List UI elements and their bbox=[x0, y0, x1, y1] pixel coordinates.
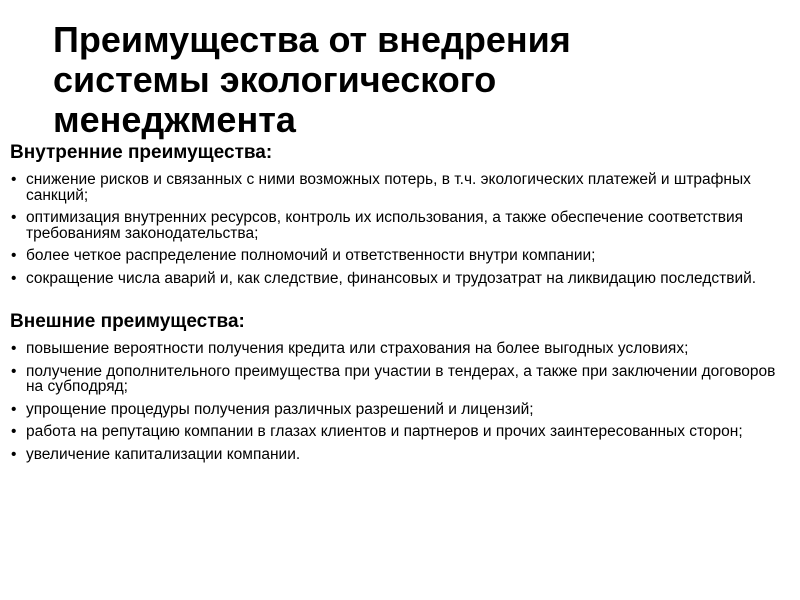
list-item-text: сокращение числа аварий и, как следствие, финансовых и трудозатрат на ликвидацию последствий. bbox=[26, 269, 757, 287]
bullet-icon: • bbox=[11, 171, 17, 188]
list-item-text: снижение рисков и связанных с ними возможных потерь, в т.ч. экологических платежей и штрафных санкций; bbox=[26, 171, 751, 204]
slide-title: Преимущества от внедрения системы экологического менеджмента bbox=[53, 19, 571, 140]
slide-content bbox=[10, 142, 790, 469]
list-item bbox=[10, 364, 790, 395]
bullet-icon: • bbox=[11, 423, 17, 440]
list-item-text: получение дополнительного преимущества при участии в тендерах, а также при заключении договоров на субподряд; bbox=[26, 362, 776, 395]
list-item-text: более четкое распределение полномочий и ответственности внутри компании; bbox=[26, 247, 596, 264]
bullet-icon: • bbox=[11, 269, 17, 287]
list-item bbox=[10, 341, 790, 357]
list-item-text: повышение вероятности получения кредита или страхования на более выгодных условиях; bbox=[26, 340, 689, 357]
external-benefits-list bbox=[10, 341, 790, 462]
internal-benefits-heading: Внутренние преимущества: bbox=[10, 142, 273, 163]
list-item-text: оптимизация внутренних ресурсов, контроль их использования, а также обеспечение соответствия требованиям законодательства; bbox=[26, 209, 744, 242]
list-item bbox=[10, 424, 790, 440]
list-item bbox=[10, 172, 790, 203]
bullet-icon: • bbox=[11, 247, 17, 264]
list-item bbox=[10, 447, 790, 463]
bullet-icon: • bbox=[11, 362, 17, 380]
list-item bbox=[10, 271, 790, 287]
list-item bbox=[10, 248, 790, 264]
bullet-icon: • bbox=[11, 400, 17, 418]
bullet-icon: • bbox=[11, 209, 17, 226]
list-item-text: работа на репутацию компании в глазах клиентов и партнеров и прочих заинтересованных сторон; bbox=[26, 423, 743, 440]
external-benefits-heading: Внешние преимущества: bbox=[10, 311, 245, 332]
internal-benefits-list bbox=[10, 172, 790, 286]
list-item bbox=[10, 402, 790, 418]
bullet-icon: • bbox=[11, 445, 17, 463]
list-item bbox=[10, 210, 790, 241]
list-item-text: увеличение капитализации компании. bbox=[26, 445, 301, 463]
list-item-text: упрощение процедуры получения различных разрешений и лицензий; bbox=[26, 400, 534, 418]
bullet-icon: • bbox=[11, 340, 17, 357]
